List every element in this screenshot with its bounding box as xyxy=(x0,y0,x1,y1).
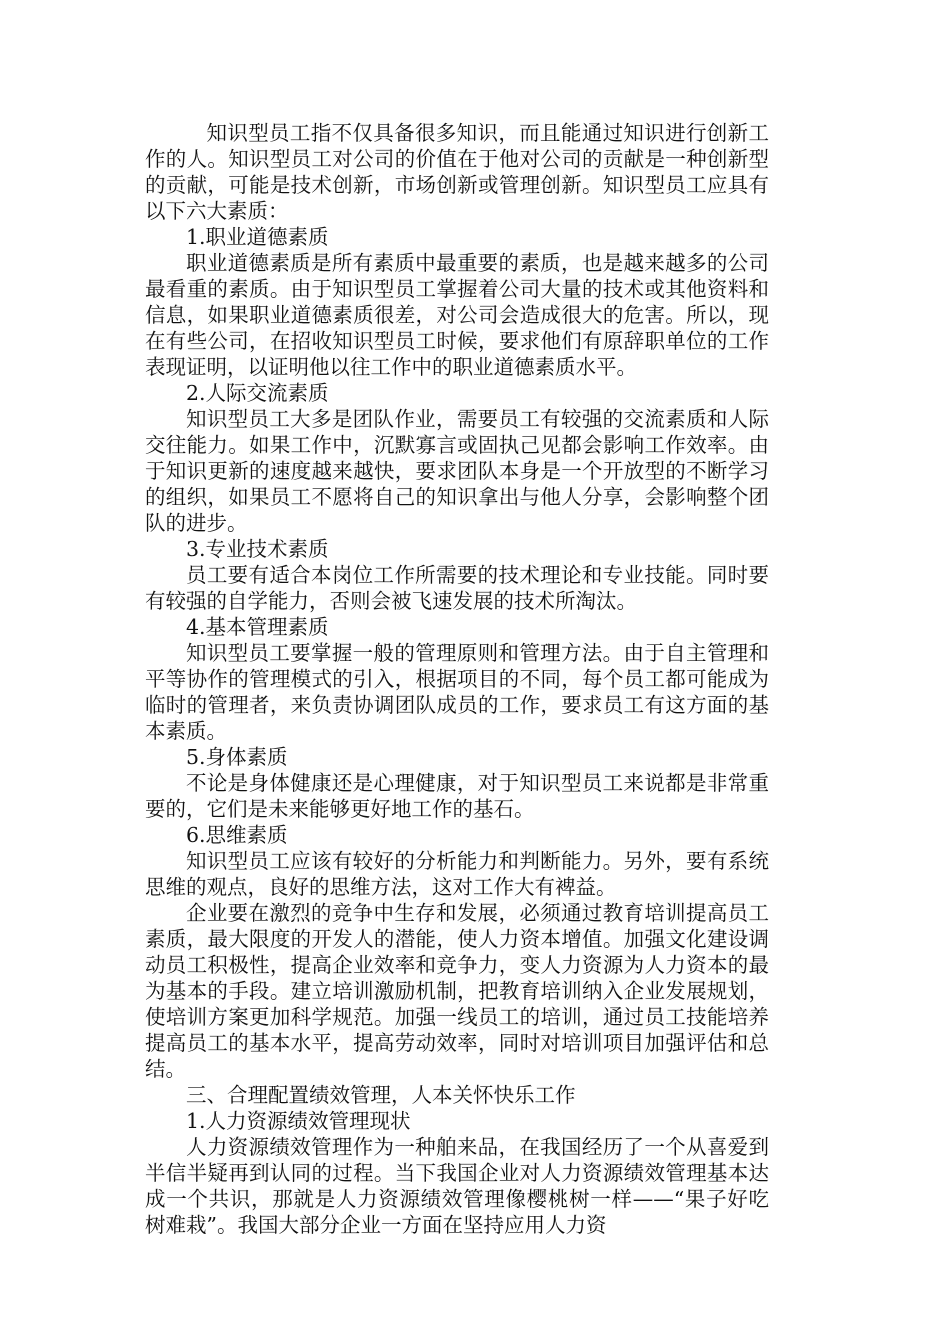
paragraph-professional-ethics: 职业道德素质是所有素质中最重要的素质，也是越来越多的公司最看重的素质。由于知识型员工掌握着公司大量的技术或其他资料和信息，如果职业道德素质很差，对公司会造成很大的危害。所以，现在有些公司，在招收知识型员工时候，要求他们有原辞职单位的工作表现证明，以证明他以往工作中的职业道德素质水平。 xyxy=(145,251,769,379)
section-heading-professional-ethics: 1.职业道德素质 xyxy=(186,225,329,249)
chapter-heading-performance: 三、合理配置绩效管理，人本关怀快乐工作 xyxy=(186,1083,576,1107)
paragraph-thinking: 知识型员工应该有较好的分析能力和判断能力。另外，要有系统思维的观点，良好的思维方法，这对工作大有裨益。 xyxy=(145,849,769,899)
section-heading-performance-status: 1.人力资源绩效管理现状 xyxy=(186,1109,411,1133)
paragraph-management: 知识型员工要掌握一般的管理原则和管理方法。由于自主管理和平等协作的管理模式的引入，根据项目的不同，每个员工都可能成为临时的管理者，来负责协调团队成员的工作，要求员工有这方面的基本素质。 xyxy=(145,641,769,743)
paragraph-performance-status: 人力资源绩效管理作为一种舶来品，在我国经历了一个从喜爱到半信半疑再到认同的过程。当下我国企业对人力资源绩效管理基本达成一个共识，那就是人力资源绩效管理像樱桃树一样——“果子好吃树难栽”。我国大部分企业一方面在坚持应用人力资 xyxy=(145,1135,769,1237)
section-heading-management: 4.基本管理素质 xyxy=(186,615,329,639)
paragraph-training: 企业要在激烈的竞争中生存和发展，必须通过教育培训提高员工素质，最大限度的开发人的潜能，使人力资本增值。加强文化建设调动员工积极性，提高企业效率和竞争力，变人力资源为人力资本的最为基本的手段。建立培训激励机制，把教育培训纳入企业发展规划，使培训方案更加科学规范。加强一线员工的培训，通过员工技能培养提高员工的基本水平，提高劳动效率，同时对培训项目加强评估和总结。 xyxy=(145,901,769,1081)
section-heading-physical: 5.身体素质 xyxy=(186,745,288,769)
section-heading-thinking: 6.思维素质 xyxy=(186,823,288,847)
paragraph-physical: 不论是身体健康还是心理健康，对于知识型员工来说都是非常重要的，它们是未来能够更好地工作的基石。 xyxy=(145,771,769,821)
document-body xyxy=(145,120,769,1238)
intro-paragraph: 知识型员工指不仅具备很多知识，而且能通过知识进行创新工作的人。知识型员工对公司的价值在于他对公司的贡献是一种创新型的贡献，可能是技术创新，市场创新或管理创新。知识型员工应具有以下六大素质： xyxy=(145,121,769,223)
section-heading-interpersonal: 2.人际交流素质 xyxy=(186,381,329,405)
paragraph-technical: 员工要有适合本岗位工作所需要的技术理论和专业技能。同时要有较强的自学能力，否则会被飞速发展的技术所淘汰。 xyxy=(145,563,769,613)
section-heading-technical: 3.专业技术素质 xyxy=(186,537,329,561)
paragraph-interpersonal: 知识型员工大多是团队作业，需要员工有较强的交流素质和人际交往能力。如果工作中，沉默寡言或固执己见都会影响工作效率。由于知识更新的速度越来越快，要求团队本身是一个开放型的不断学习的组织，如果员工不愿将自己的知识拿出与他人分享，会影响整个团队的进步。 xyxy=(145,407,769,535)
